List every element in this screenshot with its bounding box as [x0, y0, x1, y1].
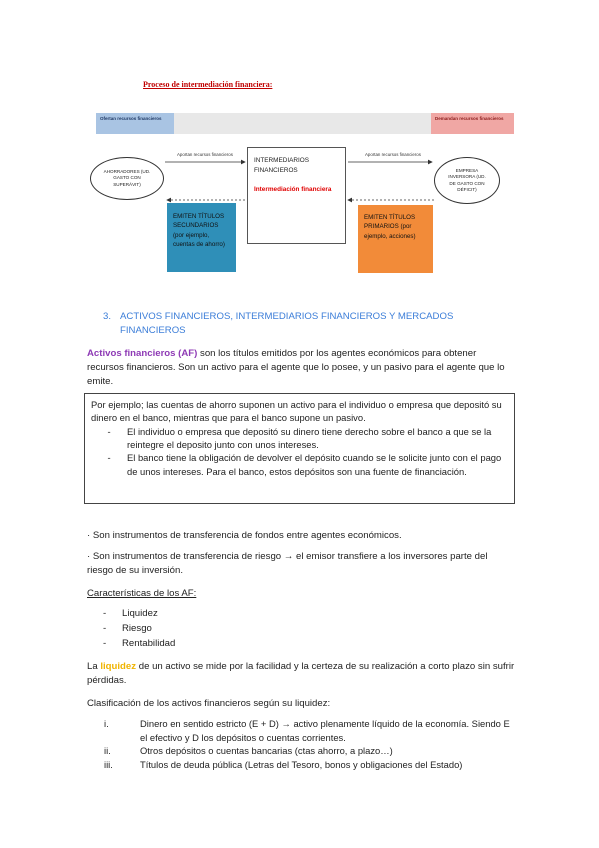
bullet-transfer-funds: · Son instrumentos de transferencia de fondos entre agentes económicos. — [87, 530, 402, 541]
intro-paragraph — [87, 347, 515, 389]
primary-titles-box: EMITEN TÍTULOS PRIMARIOS (por ejemplo, acciones) — [358, 205, 433, 273]
list-item — [104, 744, 518, 758]
example-lead: Por ejemplo; las cuentas de ahorro suponen un activo para el individuo o empresa que depositó su dinero en el banco, mientras que para el banco supone un pasivo. — [91, 399, 502, 424]
liquidity-term: liquidez — [100, 661, 137, 672]
example-item-text: El banco tiene la obligación de devolver el depósito cuando se le solicite junto con el pago de unos intereses. Para el banco, estos depósitos son una fuente de financiación. — [127, 452, 502, 477]
example-box — [84, 393, 515, 504]
arrow-label-right: Aportan recursos financieros — [365, 152, 421, 157]
section-heading — [103, 310, 513, 338]
intermediation-label: Intermediación financiera — [254, 186, 332, 194]
company-label: EMPRESA INVERSORA (UD. DE GASTO CON DÉFICIT) — [448, 168, 486, 192]
savers-label: AHORRADORES (UD. GASTO CON SUPERÁVIT) — [103, 169, 151, 187]
band-demand-label: Demandan recursos financieros — [431, 113, 514, 134]
liquidity-pre: La — [87, 661, 101, 672]
example-item-text: El individuo o empresa que depositó su dinero tiene derecho sobre el banco a que se la reintegre el deposito junto con unos intereses. — [127, 425, 492, 451]
list-item: - Rentabilidad — [103, 637, 175, 652]
intermediaries-line2: FINANCIEROS — [254, 166, 298, 174]
characteristics-heading: Características de los AF: — [87, 588, 197, 599]
list-item: - Liquidez — [103, 607, 175, 622]
list-item — [104, 717, 518, 744]
diagram-title: Proceso de intermediación financiera: — [143, 80, 273, 89]
example-item: - El individuo o empresa que depositó su dinero tiene derecho sobre el banco a que se la reintegre el deposito junto con unos intereses. — [91, 425, 508, 452]
intro-term: Activos financieros (AF) — [87, 348, 198, 359]
classification-list — [104, 717, 518, 772]
list-item-text: Riesgo — [122, 622, 152, 634]
band-offer-label: Ofertan recursos financieros — [96, 113, 174, 134]
liquidity-text: de un activo se mide por la facilidad y la certeza de su realización a corto plazo sin sufrir pérdidas. — [87, 661, 515, 686]
section-title-line1: ACTIVOS FINANCIEROS, INTERMEDIARIOS FINANCIEROS Y MERCADOS — [120, 311, 454, 322]
list-item-number: i. — [104, 718, 109, 729]
section-title-line2: FINANCIEROS — [120, 324, 186, 336]
liquidity-paragraph — [87, 660, 515, 688]
list-item-text: Liquidez — [122, 608, 158, 619]
intro-text: son los títulos emitidos por los agentes económicos para obtener recursos financieros. Son un activo para el agente que lo posee, y un pasivo para el agente que lo emite. — [87, 348, 505, 387]
classification-heading: Clasificación de los activos financieros según su liquidez: — [87, 698, 331, 709]
intermediaries-line1: INTERMEDIARIOS — [254, 157, 310, 164]
list-item-text: Dinero en sentido estricto (E + D) → activo plenamente líquido de la economía. Siendo E el efectivo y D los depósitos o cuentas corrientes. — [140, 718, 510, 743]
diagram-arrows — [0, 0, 599, 300]
list-item-text: Rentabilidad — [122, 637, 176, 649]
list-item-text: Títulos de deuda pública (Letras del Tesoro, bonos y obligaciones del Estado) — [140, 758, 463, 770]
secondary-titles-box: EMITEN TÍTULOS SECUNDARIOS (por ejemplo, cuentas de ahorro) — [167, 203, 236, 272]
list-item — [104, 758, 518, 772]
list-item-number: ii. — [104, 745, 111, 757]
example-item: - El banco tiene la obligación de devolver el depósito cuando se le solicite junto con el pago de unos intereses. Para el banco, estos depósitos son una fuente de financiación. — [91, 451, 508, 478]
characteristics-list — [103, 607, 175, 652]
arrow-label-left: Aportan recursos financieros — [177, 152, 233, 157]
list-item: - Riesgo — [103, 622, 175, 637]
list-item-number: iii. — [104, 758, 113, 770]
bullet-transfer-risk: · Son instrumentos de transferencia de riesgo → el emisor transfiere a los inversores parte del riesgo de su inversión. — [87, 551, 488, 576]
list-item-text: Otros depósitos o cuentas bancarias (ctas ahorro, a plazo…) — [140, 745, 393, 757]
section-number: 3. — [103, 311, 112, 322]
